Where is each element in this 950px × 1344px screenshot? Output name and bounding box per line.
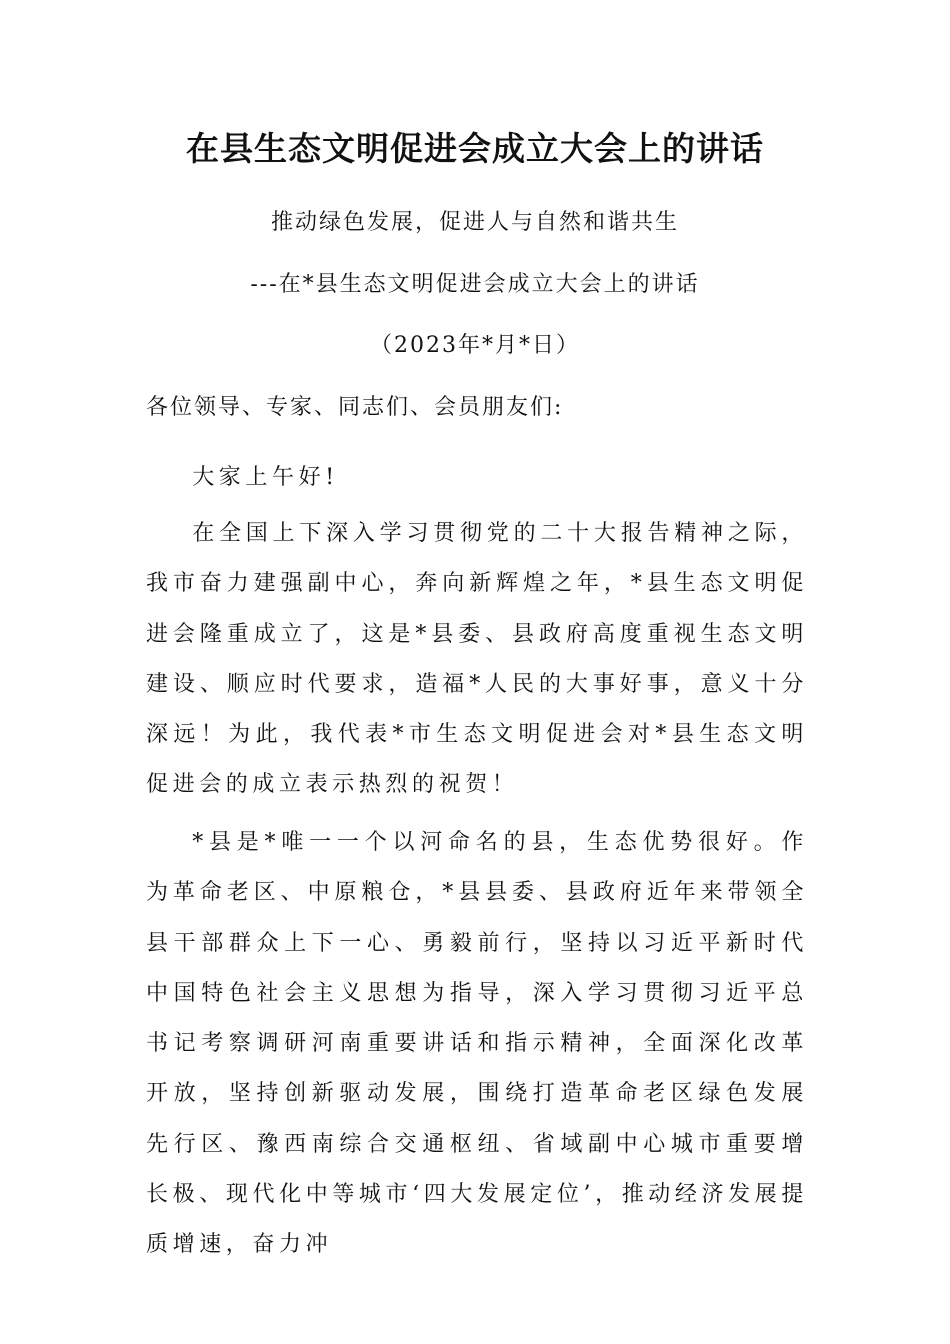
body-paragraph: *县是*唯一一个以河命名的县，生态优势很好。作为革命老区、中原粮仓，*县县委、县政府近年来带领全县干部群众上下一心、勇毅前行，坚持以习近平新时代中国特色社会主义思想为指导，深入学习贯彻习近平总书记考察调研河南重要讲话和指示精神，全面深化改革开放，坚持创新驱动发展，围绕打造革命老区绿色发展先行区、豫西南综合交通枢纽、省域副中心城市重要增长极、现代化中等城市‘四大发展定位’，推动经济发展提质增速，奋力冲 (146, 830, 808, 1258)
greeting: 大家上午好! (192, 465, 339, 490)
body-paragraph: 在全国上下深入学习贯彻党的二十大报告精神之际，我市奋力建强副中心，奔向新辉煌之年，*县生态文明促进会隆重成立了，这是*县委、县政府高度重视生态文明建设、顺应时代要求，造福*人民的大事好事，意义十分深远！为此，我代表*市生态文明促进会对*县生态文明促进会的成立表示热烈的祝贺！ (146, 521, 808, 798)
salutation: 各位领导、专家、同志们、会员朋友们: (146, 395, 564, 420)
document-date: （2023年*月*日） (370, 333, 580, 358)
document-subtitle-secondary: ---在*县生态文明促进会成立大会上的讲话 (250, 272, 700, 297)
document-subtitle: 推动绿色发展，促进人与自然和谐共生 (270, 210, 679, 235)
document-title: 在县生态文明促进会成立大会上的讲话 (186, 129, 764, 168)
